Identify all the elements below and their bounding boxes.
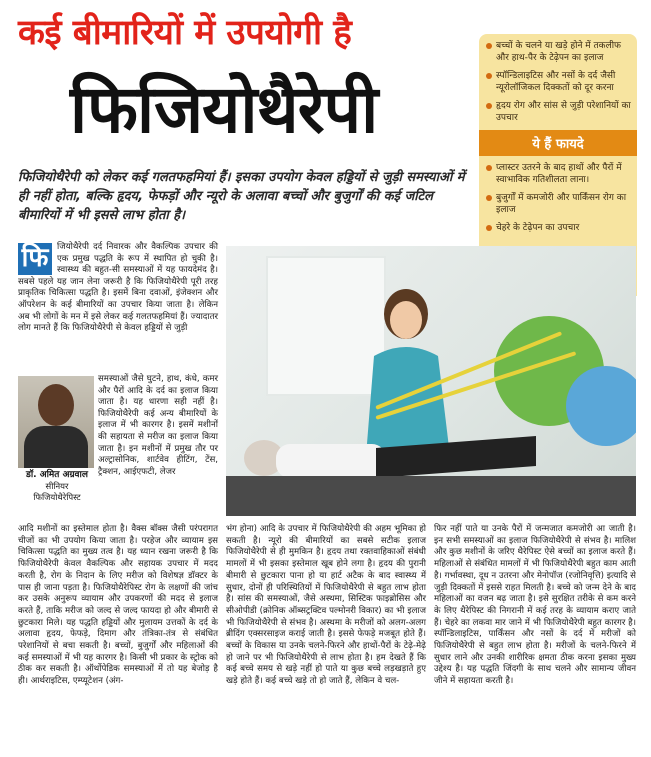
main-photo <box>226 246 636 516</box>
dropcap: फि <box>18 243 52 275</box>
expert-photo <box>18 376 94 468</box>
sidebar-item: बुजुर्गों में कमजोरी और पार्किंसन रोग का इलाज <box>485 192 631 216</box>
expert-name: डॉ. अमित अग्रवाल <box>26 470 88 480</box>
main-title: फिजियोथैरेपी <box>70 71 378 148</box>
sidebar-item: बच्चों के चलने या खड़े होने में तकलीफ और हाथ-पैर के टेढ़ेपन का इलाज <box>485 40 631 64</box>
benefits-heading: ये हैं फायदे <box>479 130 637 156</box>
body-column-1: आदि मशीनों का इस्तेमाल होता है। वैक्स बॉक्स जैसी परंपरागत चीजों का भी उपयोग किया जाता है। परहेज और व्यायाम इस चिकित्सा पद्धति का मुख्य तत्व है। यह ध्यान रखना जरूरी है कि फिजियोथैरेपी केवल वैकल्पिक और सहायक उपचार में मदद करती है, रोग के निदान के लिए मरीज को विशेषज्ञ डॉक्टर के पास ही जाना पड़ता है। फिजियोथैरेपिस्ट रोग के लक्षणों की जांच कर उसके अनुरूप व्यायाम और उपकरणों की मदद से इलाज करते हैं, ताकि मरीज को जल्द से जल्द फायदा हो और बीमारी से छुटकारा मिले। यह पद्धति हड्डियों और मुलायम उत्तकों के दर्द के अलावा हृदय, फेफड़े, दिमाग और तंत्रिका-तंत्र से संबंधित परेशानियों से बचा सकती है। बच्चों, बुजुर्गों और महिलाओं की कई समस्याओं में भी यह कारगर है। किसी भी प्रकार के स्ट्रोक को ठीक कर सकती है। ऑर्थोपेडिक समस्याओं में तो यह बेजोड़ है ही। आर्थराइटिस, एम्प्यूटेशन (अंग- <box>18 524 218 687</box>
expert-title-line1: सीनियर <box>45 481 69 491</box>
photo-bench <box>226 476 636 516</box>
intro-column <box>18 242 218 335</box>
sidebar-list-bottom <box>485 162 631 234</box>
deck-intro: फिजियोथैरेपी को लेकर कई गलतफहमियां हैं। इसका उपयोग केवल हड्डियों से जुड़ी समस्याओं में ही नहीं होता, बल्कि हृदय, फेफड़ों और न्यूरो के अलावा बच्चों और बुजुर्गों की कई जटिल बीमारियों में भी इससे लाभ होता है। <box>18 170 465 223</box>
sidebar-item: प्लास्टर उतरने के बाद हाथों और पैरों में स्वाभाविक गतिशीलता लाना। <box>485 162 631 186</box>
sidebar-list-top <box>485 40 631 124</box>
wrap-text: समस्याओं जैसे घुटने, हाथ, कंधे, कमर और पैरों आदि के दर्द का इलाज किया जाता है। यह धारणा सही नहीं है। फिजियोथैरेपी कई अन्य बीमारियों के इलाज में भी कारगर है। इसमें मशीनों की सहायता से मरीज का इलाज किया जाता है। इन मशीनों में प्रमुख तौर पर अल्ट्रासोनिक, शार्टवेव हीटिंग, टेंस, ट्रैक्शन, आईएफटी, लेजर <box>98 374 218 477</box>
sidebar-item: चेहरे के टेढ़ेपन का उपचार <box>485 222 631 234</box>
sidebar-item: हृदय रोग और सांस से जुड़ी परेशानियों का उपचार <box>485 100 631 124</box>
sidebar-item: स्पॉन्डिलाइटिस और नसों के दर्द जैसी न्यूरोलॉजिकल दिक्कतों को दूर करना <box>485 70 631 94</box>
expert-title-line2: फिजियोथैरेपिस्ट <box>33 492 81 502</box>
body-column-3: फिर नहीं पाते या उनके पैरों में जन्मजात कमजोरी आ जाती है। इन सभी समस्याओं का इलाज फिजियोथैरेपी से संभव है। मालिश और कुछ मशीनों के जरिए थैरेपिस्ट ऐसे बच्चों का इलाज करते हैं। महिलाओं से संबंधित मामलों में भी फिजियोथैरेपी बहुत काम आती है। गर्भावस्था, दूध न उतरना और मेनोपॉज (रजोनिवृत्ति) इत्यादि से जुड़ी दिक्कतों में इससे राहत मिलती है। बच्चे को जन्म देने के बाद महिलाओं का वजन बढ़ जाता है। इसे सुरक्षित तरीके से कम करने के लिए थैरेपिस्ट की निगरानी में कई तरह के व्यायाम कराए जाते हैं। चेहरे का लकवा मार जाने में भी फिजियोथैरेपी बहुत कारगर है। स्पॉन्डिलाइटिस, पार्किंसन और नसों के दर्द में मरीजों को फिजियोथैरेपी से बहुत लाभ होता है। मरीजों के चलने-फिरने में सुधार लाने और उनकी शारीरिक क्षमता ठीक करना इसका मुख्य उद्देश्य है। यह पद्धति जिंदगी के साथ चलने और सामान्य जीवन जीने में सहायता करती है। <box>434 524 636 687</box>
expert-caption <box>16 470 98 503</box>
portrait-body <box>24 426 88 468</box>
body-column-2: भंग होना) आदि के उपचार में फिजियोथैरेपी की अहम भूमिका हो सकती है। न्यूरो की बीमारियों का सबसे सटीक इलाज फिजियोथैरेपी से ही मुमकिन है। हृदय तथा रक्तवाहिकाओं संबंधी मामलों में भी इसका इस्तेमाल खूब होने लगा है। हृदय की पुरानी बीमारी से छुटकारा पाना हो या हार्ट अटैक के बाद स्वास्थ्य में सुधार, दोनों ही परिस्थितियों में फिजियोथैरेपी से बहुत लाभ होता है। सांस की समस्याओं, जैसे अस्थमा, सिस्टिक फाइब्रोसिस और सीओपीडी (क्रोनिक ऑब्सट्रक्टिव पल्मोनरी विकार) का भी इलाज भी फिजियोथैरेपी से संभव है। अस्थमा के मरीजों को अलग-अलग ब्रीदिंग एक्सरसाइज कराई जाती है। इससे फेफड़े मजबूत होते हैं। बच्चों के विकास या उनके चलने-फिरने और हाथों-पैरों के टेढ़े-मेढ़े हो जाने पर भी फिजियोथैरेपी से लाभ होता है। हम देखते हैं कि कई बच्चे समय से खड़े नहीं हो पाते या कुछ बच्चे लड़खड़ाते हुए खड़े होते हैं। कई बच्चे खड़े तो हो जाते हैं, लेकिन वे चल- <box>226 524 426 687</box>
portrait-head <box>38 384 74 426</box>
photo-ball-blue <box>566 366 636 446</box>
intro-text: जियोथैरेपी दर्द निवारक और वैकल्पिक उपचार की एक प्रमुख पद्धति के रूप में स्थापित हो चुकी है। स्वास्थ्य की बहुत-सी समस्याओं में यह फायदेमंद है। सबसे पहले यह जान लेना जरूरी है कि फिजियोथैरेपी पूरी तरह प्राकृतिक चिकित्सा पद्धति है। इसमें बिना दवाओं, इंजेक्शन और ऑपरेशन के कई बीमारियों का उपचार किया जाता है। लेकिन अब भी लोगों के मन में इसे लेकर कई गलतफहमियां हैं। ज्यादातर लोग मानते हैं कि फिजियोथैरेपी से केवल हड्डियों से जुड़ी <box>18 242 218 334</box>
headline: कई बीमारियों में उपयोगी है <box>18 13 352 53</box>
